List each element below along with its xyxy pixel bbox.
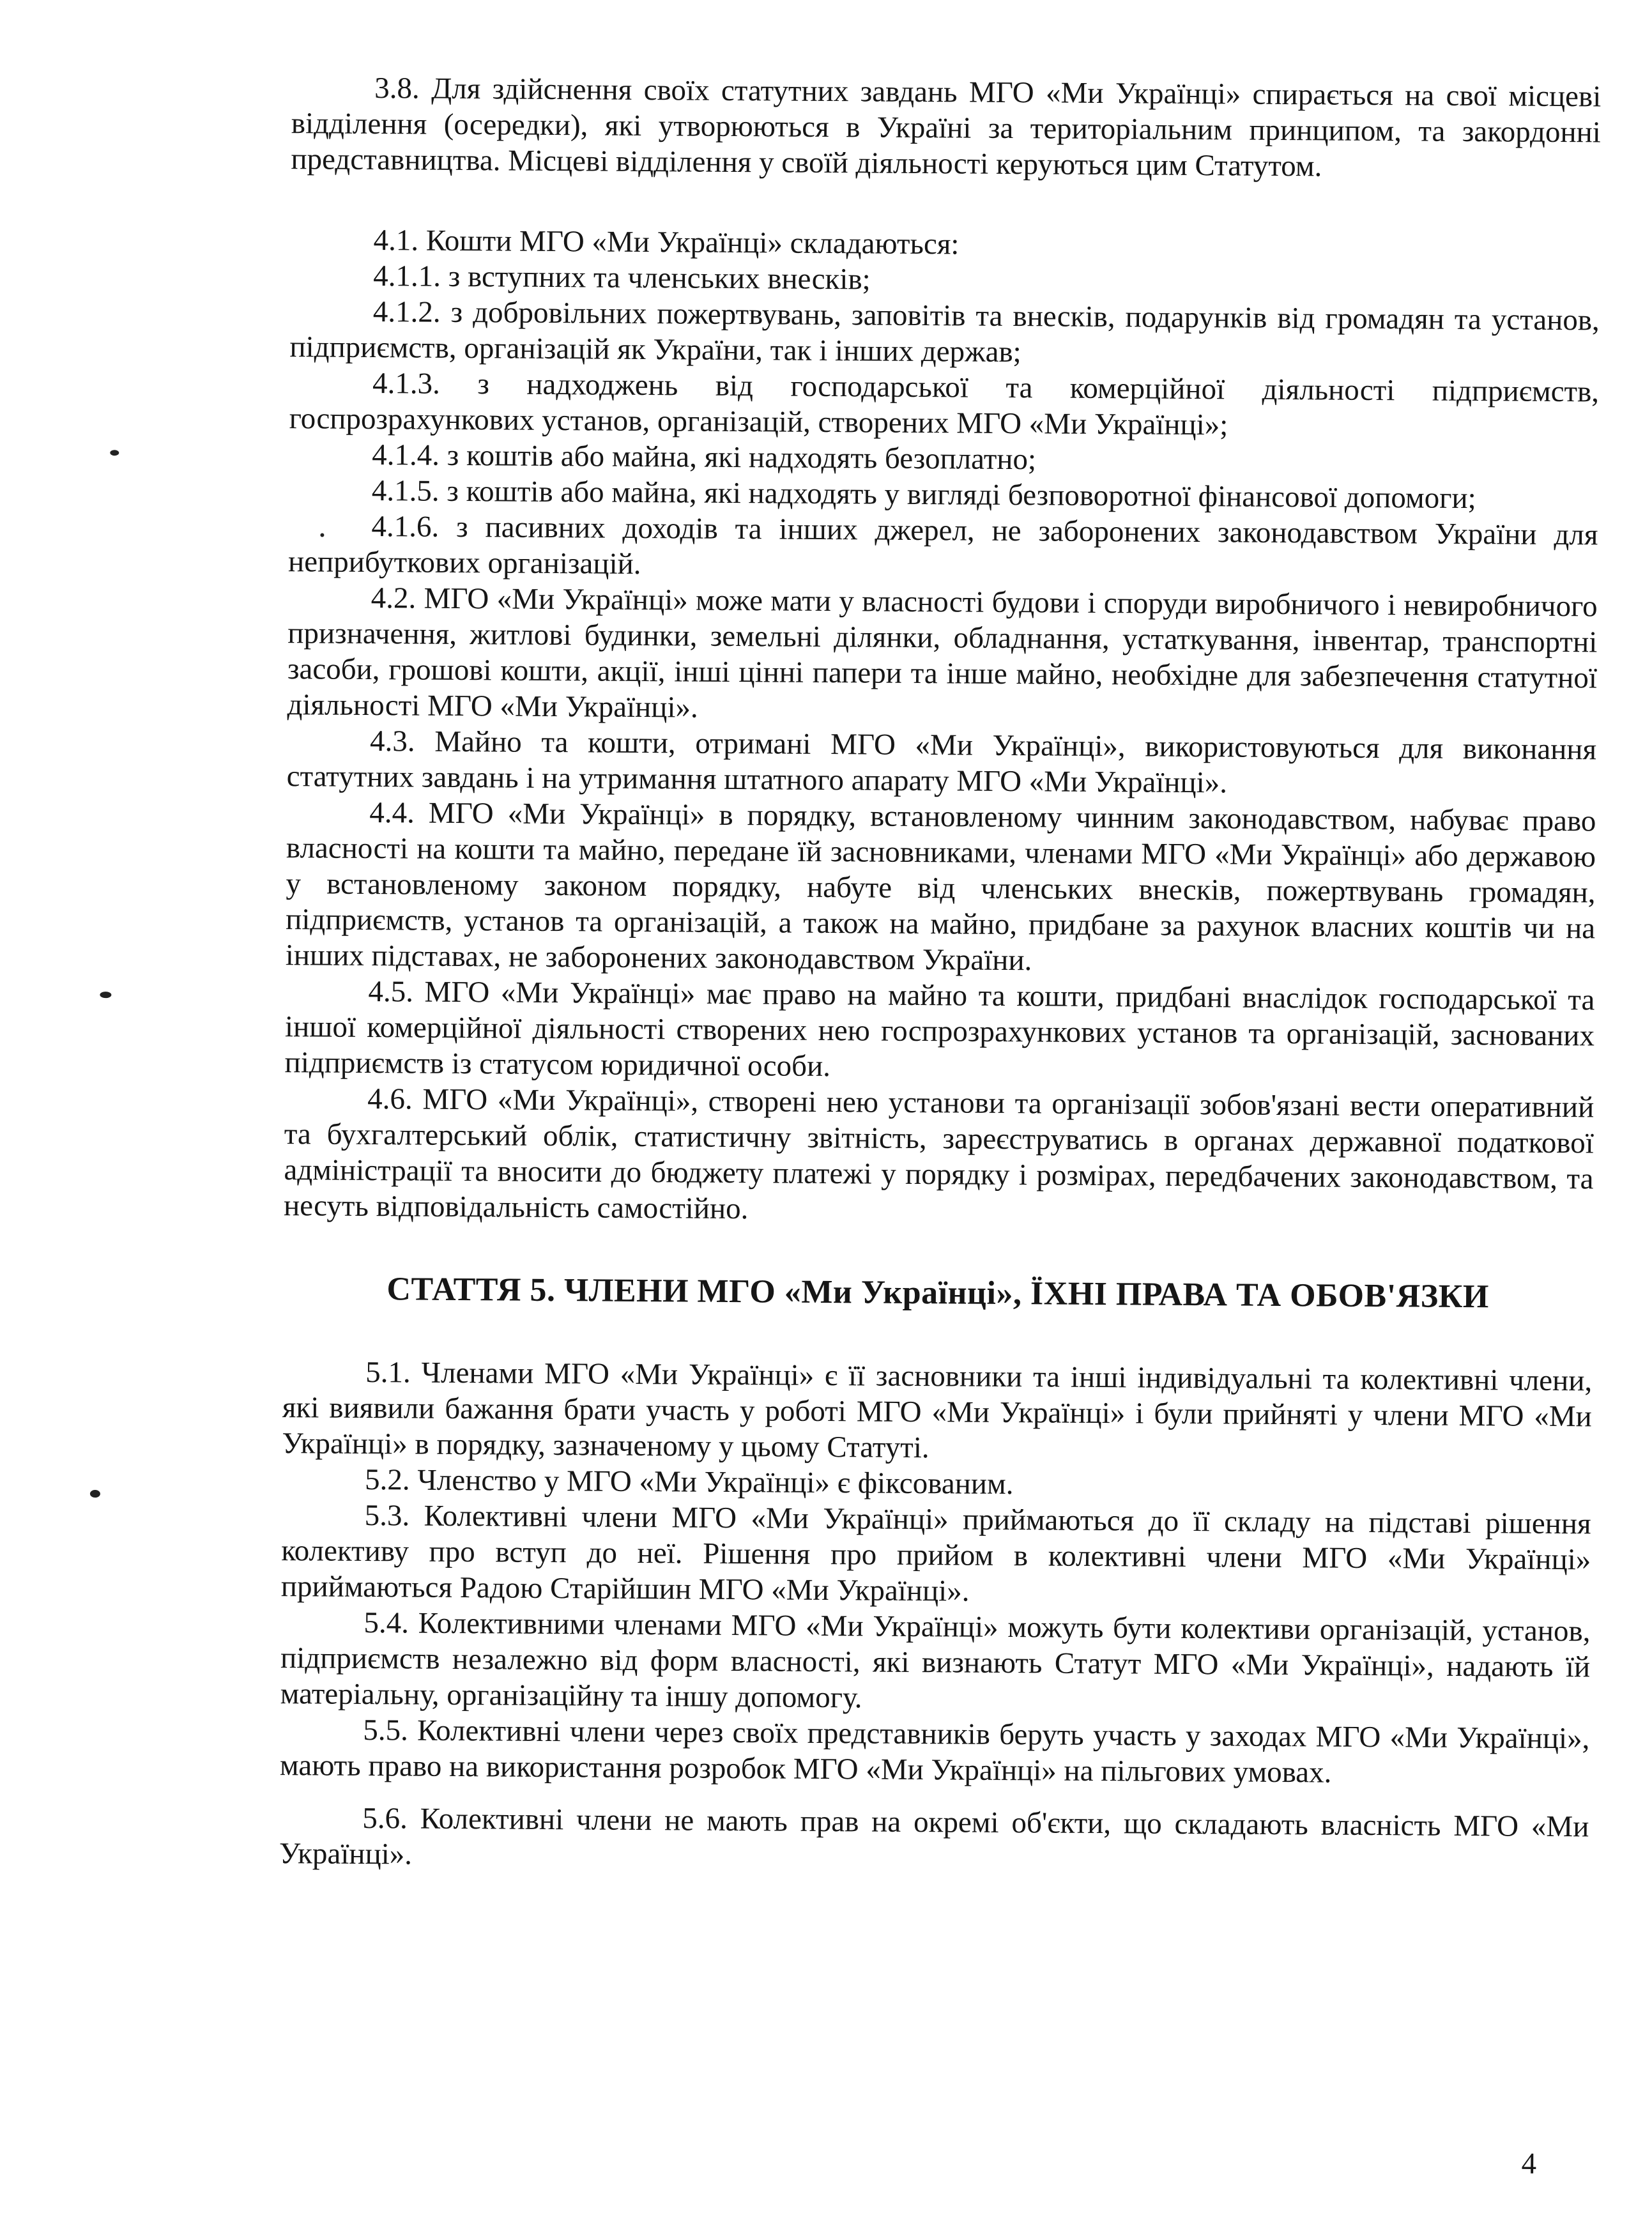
- scan-speck: [320, 533, 324, 537]
- paragraph-5-6: 5.6. Колективні члени не мають прав на окремі об'єкти, що складають власність МГО «Ми Українці».: [279, 1801, 1589, 1871]
- scan-speck: [110, 450, 119, 456]
- paragraph-4-1-3: 4.1.3. з надходжень від господарської та комерційної діяльності підприємств, госпрозрахункових установ, організацій, створених МГО «Ми Українці»;: [289, 367, 1600, 442]
- paragraph-4-5: 4.5. МГО «Ми Українці» має право на майно та кошти, придбані внаслідок господарської та іншої комерційної діяльності створених нею госпрозрахункових установ та організацій, заснованих підприємств із статусом юридичної особи.: [284, 975, 1595, 1084]
- paragraph-4-1: 4.1. Кошти МГО «Ми Українці» складаються:: [373, 224, 960, 261]
- paragraph-4-2: 4.2. МГО «Ми Українці» може мати у власності будови і споруди виробничого і невиробничого призначення, житлові будинки, земельні ділянки, обладнання, устаткування, інвентар, транспортні засоби, грошові кошти, акції, інші цінні папери та інше майно, необхідне для забезпечення статутної діяльності МГО «Ми Українці».: [287, 581, 1598, 725]
- paragraph-5-5: 5.5. Колективні члени через своїх представників беруть участь у заходах МГО «Ми Українці», мають право на використання розробок МГО «Ми Українці» на пільгових умовах.: [279, 1713, 1590, 1790]
- paragraph-4-1-4: 4.1.4. з коштів або майна, які надходять безоплатно;: [372, 438, 1037, 477]
- paragraph-3-8: 3.8. Для здійснення своїх статутних завдань МГО «Ми Українці» спирається на свої місцеві відділення (осередки), які утворюються в Україні за територіальним принципом, та закордонні представництва. Місцеві відділення у своїй діяльності керуються цим Статутом.: [291, 72, 1602, 183]
- section-heading: СТАТТЯ 5. ЧЛЕНИ МГО «Ми Українці», ЇХНІ ПРАВА ТА ОБОВ'ЯЗКИ: [386, 1271, 1490, 1315]
- paragraph-4-1-2: 4.1.2. з добровільних пожертвувань, заповітів та внесків, подарунків від громадян та установ, підприємств, організацій як України, так і інших держав;: [289, 295, 1600, 369]
- scan-speck: [90, 1490, 100, 1498]
- paragraph-4-1-5: 4.1.5. з коштів або майна, які надходять у вигляді безповоротної фінансової допомоги;: [371, 474, 1476, 516]
- paragraph-5-1: 5.1. Членами МГО «Ми Українці» є її засновники та інші індивідуальні та колективні члени, які виявили бажання брати участь у роботі МГО «Ми Українці» і були прийняті у члени МГО «Ми Українці» в порядку, зазначеному у цьому Статуті.: [282, 1355, 1593, 1465]
- paragraph-4-3: 4.3. Майно та кошти, отримані МГО «Ми Українці», використовуються для виконання статутних завдань і на утримання штатного апарату МГО «Ми Українці».: [286, 725, 1597, 800]
- paragraph-5-2: 5.2. Членство у МГО «Ми Українці» є фіксованим.: [364, 1462, 1014, 1501]
- paragraph-4-4: 4.4. МГО «Ми Українці» в порядку, встановленому чинним законодавством, набуває право власності на кошти та майно, передане їй засновниками, членами МГО «Ми Українці» або державою у встановленому законом порядку, набуте від членських внесків, пожертвувань громадян, підприємств, установ та організацій, а також на майно, придбане за рахунок власних коштів чи на інших підставах, не заборонених законодавством України.: [285, 796, 1596, 978]
- paragraph-4-1-1: 4.1.1. з вступних та членських внесків;: [373, 259, 871, 296]
- paragraph-4-1-6: 4.1.6. з пасивних доходів та інших джерел, не заборонених законодавством України для неприбуткових організацій.: [287, 510, 1598, 581]
- page-number: 4: [1521, 2147, 1537, 2181]
- paragraph-5-3: 5.3. Колективні члени МГО «Ми Українці» приймаються до її складу на підставі рішення колективу про вступ до неї. Рішення про прийом в колективні члени МГО «Ми Українці» приймаються Радою Старійшин МГО «Ми Українці».: [280, 1498, 1591, 1608]
- paragraph-5-4: 5.4. Колективними членами МГО «Ми Українці» можуть бути колективи організацій, установ, підприємств незалежно від форм власності, які визнають Статут МГО «Ми Українці», надають їй матеріальну, організаційну та іншу допомогу.: [280, 1606, 1591, 1715]
- scan-speck: [100, 992, 111, 998]
- paragraph-4-6: 4.6. МГО «Ми Українці», створені нею установи та організації зобов'язані вести оперативний та бухгалтерський облік, статистичну звітність, зареєструватись в органах державної податкової адміністрації та вносити до бюджету платежі у порядку і розмірах, передбачених законодавством, та несуть відповідальність самостійно.: [283, 1082, 1595, 1226]
- document-body: [279, 70, 1602, 1880]
